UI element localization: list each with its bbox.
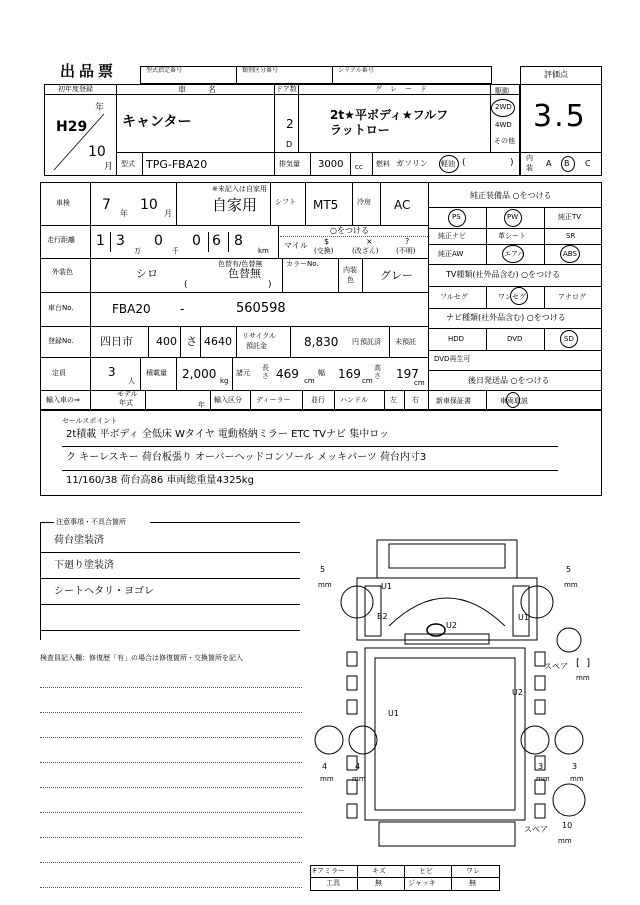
recycle-undeposited: 未預託 — [395, 338, 416, 346]
load-value: 2,000 — [182, 367, 217, 381]
meter-d3: ? — [405, 237, 410, 246]
dims-hgt-label: 高さ — [374, 364, 381, 380]
tire-fl: 5 — [320, 565, 326, 574]
usage-value: 自家用 — [212, 196, 258, 214]
tire-rl1-unit: mm — [320, 775, 334, 783]
legend-h2: キズ — [372, 867, 386, 875]
equip-sr: SR — [566, 232, 576, 240]
capacity-unit: 人 — [128, 377, 135, 385]
tv-oneseg: ワンセグ — [498, 293, 526, 301]
interior-color-label1: 内装 — [343, 266, 357, 274]
score-value: 3.5 — [533, 99, 587, 134]
header-fields-box — [140, 66, 492, 84]
import-dealer: ディーラー — [256, 396, 291, 404]
drive-4wd: 4WD — [495, 121, 512, 129]
chassis-model: FBA20 — [112, 302, 151, 316]
diagram-u1c: U1 — [388, 709, 399, 718]
notes-line2: 下廻り塗装済 — [54, 560, 114, 571]
dims-length: 469 — [276, 367, 299, 381]
equip-airbag: エアバ — [504, 250, 525, 258]
model-cert-label: 型式指定番号 — [146, 67, 183, 74]
fuel-paren-open: ( — [462, 158, 466, 168]
diagram-u2a: U2 — [446, 621, 457, 630]
diagram-u1b: U1 — [518, 613, 529, 622]
first-reg-label: 初年度登録 — [58, 85, 93, 93]
meter-d2: × — [366, 237, 373, 246]
interior-a: A — [546, 159, 552, 168]
doors-value: 2 — [286, 117, 294, 131]
mileage-km: km — [258, 247, 269, 255]
import-right: 右 — [412, 396, 419, 404]
legend-h4: ワレ — [466, 867, 480, 875]
displacement-unit: cc — [355, 163, 363, 171]
meter-o2: (改ざん) — [352, 247, 379, 255]
mileage-digit-3: 0 — [154, 233, 163, 249]
spare1-label: スペア — [544, 662, 568, 671]
inspector-label: 検査員記入欄：修復歴「有」の場合は修復箇所・交換箇所を記入 — [40, 654, 243, 662]
reg-kana: さ — [186, 335, 197, 348]
color-change-label: 色替有/色替無 — [218, 260, 263, 268]
equip-title: 純正装備品 ○をつける — [470, 191, 552, 200]
fuel-value: ガソリン — [396, 159, 428, 168]
legend-r2: 無 — [375, 879, 382, 887]
navi-dvd: DVD — [507, 335, 523, 343]
doors-unit: D — [286, 140, 293, 149]
grade-line1: 2t★平ボディ★フルフ — [330, 108, 449, 122]
after-title: 後日発送品 ○をつける — [468, 376, 550, 385]
car-name-label: 車名 — [178, 85, 238, 94]
rating-label: 評価点 — [544, 70, 568, 79]
after-manual: 車両取説 — [500, 397, 528, 405]
recycle-label1: リサイクル — [242, 332, 277, 340]
capacity-value: 3 — [108, 365, 116, 379]
color-no-label: カラーNo. — [286, 260, 319, 268]
dims-wid-unit: cm — [362, 377, 373, 385]
spare1-bracket: [ ] — [576, 658, 591, 669]
spare2-unit: mm — [558, 837, 572, 845]
equip-navi: 純正ナビ — [438, 232, 466, 240]
import-class-label: 輸入区分 — [214, 396, 242, 404]
tire-rl1: 4 — [322, 762, 328, 771]
year-unit: 年 — [95, 103, 105, 113]
equip-abs: ABS — [563, 250, 577, 258]
category-no-label: 類別区分番号 — [242, 67, 279, 74]
dims-height: 197 — [396, 367, 419, 381]
interior-b: B — [564, 159, 570, 168]
color-value: シロ — [136, 267, 158, 280]
diagram-u1a: U1 — [381, 582, 392, 591]
legend-h3: ヒビ — [419, 867, 433, 875]
spare2-value: 10 — [562, 821, 573, 830]
recycle-unit: 円 — [352, 338, 359, 346]
reg-no-label: 登録No. — [48, 337, 74, 345]
first-reg-month: 10 — [88, 144, 106, 160]
chassis-dash: - — [180, 302, 185, 316]
dims-len-unit: cm — [304, 377, 315, 385]
interior-label1: 内 — [526, 154, 533, 162]
notes-line3: シートヘタリ・ヨゴレ — [54, 586, 154, 597]
dims-hgt-unit: cm — [414, 379, 425, 387]
dims-width: 169 — [338, 367, 361, 381]
shift-label: シフト — [275, 198, 296, 206]
interior-color-value: グレー — [380, 269, 413, 282]
notes-label: 注意事項・不具合箇所 — [56, 518, 126, 526]
mileage-digit-6: 8 — [234, 233, 243, 249]
sales-point-line3: 11/160/38 荷台高86 車両総重量4325kg — [66, 475, 254, 486]
model-type-label: 型式 — [121, 160, 135, 168]
first-reg-slash — [48, 110, 112, 174]
meter-d1: $ — [324, 237, 330, 246]
mileage-man: 万 — [134, 247, 141, 255]
equip-leather: 革シート — [498, 232, 526, 240]
interior-color-label2: 色 — [347, 276, 354, 284]
legend-r4: 無 — [469, 879, 476, 887]
mileage-digit-5: 6 — [212, 233, 221, 249]
navi-hdd: HDD — [448, 335, 465, 343]
sales-point-line2: ク キーレスキー 荷台板張り オーバーヘッドコンソール メッキパーツ 荷台内寸3 — [66, 452, 427, 463]
fuel-paren-close: ) — [510, 158, 514, 168]
color-paren-close: ) — [268, 280, 272, 290]
after-warranty: 新車保証書 — [436, 397, 471, 405]
drive-2wd: 2WD — [495, 103, 512, 111]
mileage-sen: 千 — [172, 247, 179, 255]
import-year-unit: 年 — [198, 401, 205, 409]
diagram-b2: B2 — [377, 612, 388, 621]
sales-point-line1: 2t積載 平ボディ 全低床 Wタイヤ 電動格納ミラー ETC TVナビ 集中ロッ — [66, 429, 389, 440]
dims-wid-label: 幅 — [318, 369, 325, 377]
recycle-label2: 預託金 — [246, 342, 267, 350]
equip-aw: 純正AW — [438, 250, 464, 258]
dims-label: 諸元 — [236, 369, 250, 377]
color-paren-open: ( — [184, 280, 188, 290]
tire-fl-unit: mm — [318, 581, 332, 589]
shaken-year-unit: 年 — [120, 209, 128, 218]
usage-note: ※未記入は自家用 — [212, 185, 267, 193]
drive-other: その他 — [494, 137, 515, 145]
displacement-label: 排気量 — [279, 160, 300, 168]
tv-analog: アナログ — [558, 293, 586, 301]
equip-pw: PW — [507, 213, 519, 221]
shaken-month: 10 — [140, 197, 158, 213]
recycle-value: 8,830 — [304, 335, 339, 349]
truck-diagram — [305, 530, 605, 860]
drive-label: 駆動 — [495, 87, 509, 95]
interior-label2: 装 — [526, 164, 533, 172]
equip-ps: PS — [452, 213, 461, 221]
spare2-label: スペア — [524, 825, 548, 834]
meter-o1: (交換) — [314, 247, 334, 255]
reg-city: 四日市 — [100, 335, 133, 348]
aircon-value: AC — [394, 198, 411, 212]
diagram-u2b: U2 — [512, 688, 523, 697]
tire-rr2: 3 — [572, 762, 578, 771]
first-reg-year: H29 — [56, 119, 88, 135]
notes-line1: 荷台塗装済 — [54, 535, 104, 546]
import-handle: ハンドル — [340, 396, 368, 404]
sales-point-label: セールスポイント — [62, 417, 118, 425]
mileage-digit-2: 3 — [116, 233, 125, 249]
import-left: 左 — [390, 396, 397, 404]
equip-tv: 純正TV — [558, 213, 582, 221]
doors-label: ドア数 — [276, 85, 297, 93]
spare1-unit: mm — [576, 674, 590, 682]
grade-label: グレード — [375, 85, 435, 93]
meter-o3: (不明) — [396, 247, 416, 255]
reg-class: 400 — [156, 335, 177, 348]
tv-fullseg: フルセグ — [440, 293, 468, 301]
grade-line2: ラットロー — [330, 123, 390, 137]
month-unit: 月 — [104, 162, 114, 172]
shaken-label: 車検 — [56, 199, 70, 207]
import-model-year2: 年式 — [119, 399, 133, 407]
aircon-label: 冷房 — [357, 198, 371, 206]
tire-fr-unit: mm — [564, 581, 578, 589]
tire-rl2: 4 — [355, 762, 361, 771]
recycle-deposited: 預託済 — [360, 338, 381, 346]
meter-mile: マイル — [284, 241, 308, 250]
shaken-year: 7 — [102, 197, 111, 213]
legend-r3: ジャッキ — [408, 879, 436, 887]
load-label: 積載量 — [146, 369, 167, 377]
model-type-value: TPG-FBA20 — [146, 158, 208, 171]
navi-dvd-play: DVD再生可 — [434, 355, 471, 363]
car-name-value: キャンター — [122, 114, 192, 130]
legend-r1: 工具 — [326, 879, 340, 887]
import-model-year1: モデル — [117, 390, 138, 398]
fuel-diesel: 軽油 — [441, 160, 455, 168]
color-label: 外装色 — [52, 268, 73, 276]
reg-number: 4640 — [204, 335, 232, 348]
shift-value: MT5 — [313, 198, 339, 212]
tire-rr2-unit: mm — [570, 775, 584, 783]
navi-type-title: ナビ種類(社外品含む) ○をつける — [446, 313, 566, 322]
tire-rr1-unit: mm — [536, 775, 550, 783]
mileage-digits — [92, 226, 272, 258]
displacement-value: 3000 — [318, 159, 344, 170]
import-label: 輸入車の⇒ — [46, 396, 80, 404]
meter-title: ○をつける — [330, 226, 369, 235]
capacity-label: 定員 — [52, 369, 66, 377]
dims-len-label: 長さ — [262, 364, 269, 380]
mileage-digit-4: 0 — [192, 233, 201, 249]
tire-fr: 5 — [566, 565, 572, 574]
mileage-digit-1: 1 — [96, 233, 105, 249]
chassis-label: 車台No. — [48, 304, 74, 312]
chassis-number: 560598 — [236, 301, 286, 316]
fuel-label: 燃料 — [376, 160, 390, 168]
legend-h1: Fアミラー — [313, 867, 346, 875]
serial-no-label: シリアル番号 — [338, 67, 374, 74]
interior-c: C — [585, 159, 591, 168]
color-change-value: 色替無 — [228, 267, 261, 280]
page-title: 出品票 — [60, 62, 118, 80]
tv-type-title: TV種類(社外品含む) ○をつける — [446, 270, 561, 279]
mileage-label: 走行距離 — [47, 236, 75, 244]
shaken-month-unit: 月 — [164, 209, 172, 218]
import-parallel: 並行 — [311, 396, 325, 404]
tire-rr1: 3 — [538, 762, 544, 771]
tire-rl2-unit: mm — [352, 775, 366, 783]
load-unit: kg — [220, 377, 229, 385]
navi-sd: SD — [564, 335, 574, 343]
